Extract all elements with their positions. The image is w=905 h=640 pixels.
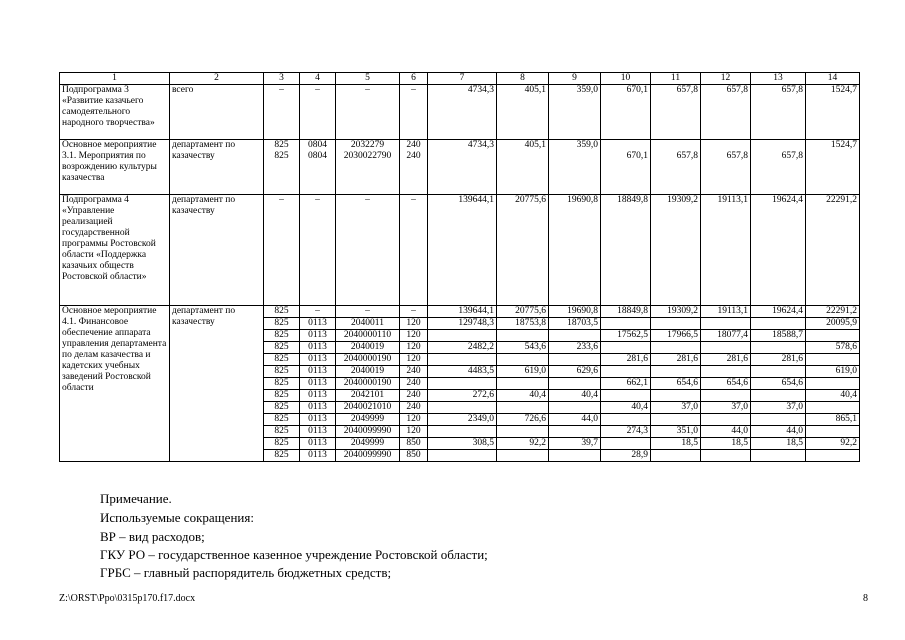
table-cell: 726,6: [497, 414, 549, 426]
table-cell: [601, 342, 651, 354]
table-cell: 619,0: [497, 366, 549, 378]
table-cell: 120: [400, 342, 428, 354]
table-cell: 19309,2: [651, 306, 701, 318]
table-cell: 18,5: [751, 438, 806, 450]
table-cell: 20775,6: [497, 195, 549, 306]
table-cell: 39,7: [549, 438, 601, 450]
table-cell: 92,2: [806, 438, 860, 450]
table-cell: 240: [400, 402, 428, 414]
table-cell: 2032279 2030022790: [336, 140, 400, 195]
table-cell: 0113: [300, 330, 336, 342]
table-cell: [428, 402, 497, 414]
table-cell: 120: [400, 330, 428, 342]
header-cell: 13: [751, 73, 806, 85]
table-cell: –: [400, 85, 428, 140]
table-cell: 19113,1: [701, 195, 751, 306]
header-cell: 10: [601, 73, 651, 85]
table-cell: –: [300, 195, 336, 306]
table-cell: 44,0: [549, 414, 601, 426]
table-cell: –: [300, 306, 336, 318]
table-cell: [601, 318, 651, 330]
table-cell: 0804 0804: [300, 140, 336, 195]
header-cell: 3: [264, 73, 300, 85]
table-cell: Основное мероприятие 4.1. Финансовое обеспечение аппарата управления департамента по делам казачества и кадетских учебных заведений Ростовской области: [60, 306, 170, 462]
table-cell: 619,0: [806, 366, 860, 378]
table-cell: [701, 390, 751, 402]
table-cell: 18703,5: [549, 318, 601, 330]
table-cell: 405,1: [497, 140, 549, 195]
budget-table: [59, 72, 860, 462]
table-cell: 670,1: [601, 85, 651, 140]
table-cell: [701, 414, 751, 426]
table-cell: [428, 378, 497, 390]
table-cell: 2042101: [336, 390, 400, 402]
table-cell: 0113: [300, 426, 336, 438]
table-cell: 19690,8: [549, 195, 601, 306]
table-row: [60, 85, 860, 140]
table-cell: 359,0: [549, 140, 601, 195]
table-cell: [428, 426, 497, 438]
table-cell: 18588,7: [751, 330, 806, 342]
table-cell: 2049999: [336, 438, 400, 450]
table-cell: 2349,0: [428, 414, 497, 426]
table-cell: –: [264, 195, 300, 306]
table-cell: 1524,7: [806, 140, 860, 195]
table-cell: 281,6: [651, 354, 701, 366]
table-cell: [428, 450, 497, 462]
table-cell: [751, 342, 806, 354]
table-cell: 40,4: [497, 390, 549, 402]
table-cell: 308,5: [428, 438, 497, 450]
table-cell: Подпрограмма 4 «Управление реализацией государственной программы Ростовской области «Поддержка казачьих обществ Ростовской области»: [60, 195, 170, 306]
table-cell: [751, 318, 806, 330]
table-cell: 18077,4: [701, 330, 751, 342]
table-cell: 40,4: [806, 390, 860, 402]
table-cell: 37,0: [751, 402, 806, 414]
table-row: [60, 195, 860, 306]
table-cell: 120: [400, 426, 428, 438]
table-cell: 0113: [300, 354, 336, 366]
table-cell: [806, 378, 860, 390]
table-cell: 22291,2: [806, 306, 860, 318]
table-cell: 240: [400, 366, 428, 378]
table-cell: 2040000190: [336, 354, 400, 366]
table-cell: [806, 402, 860, 414]
table-cell: [549, 450, 601, 462]
table-cell: 359,0: [549, 85, 601, 140]
table-cell: [601, 366, 651, 378]
table-cell: 129748,3: [428, 318, 497, 330]
table-cell: [701, 450, 751, 462]
table-cell: [751, 450, 806, 462]
table-cell: 0113: [300, 378, 336, 390]
table-cell: 825: [264, 366, 300, 378]
table-cell: [601, 390, 651, 402]
table-cell: 272,6: [428, 390, 497, 402]
table-cell: –: [336, 195, 400, 306]
table-cell: [497, 450, 549, 462]
table-cell: 2040000190: [336, 378, 400, 390]
note-line: ГКУ РО – государственное казенное учреждение Ростовской области;: [100, 547, 488, 562]
table-cell: [549, 354, 601, 366]
table-cell: 0113: [300, 450, 336, 462]
table-cell: 281,6: [601, 354, 651, 366]
table-cell: 19624,4: [751, 306, 806, 318]
table-cell: 629,6: [549, 366, 601, 378]
note-line: ГРБС – главный распорядитель бюджетных средств;: [100, 565, 392, 580]
table-cell: 18849,8: [601, 306, 651, 318]
table-cell: 543,6: [497, 342, 549, 354]
table-cell: 20775,6: [497, 306, 549, 318]
table-cell: 4734,3: [428, 85, 497, 140]
table-header-row: [60, 73, 860, 85]
table-cell: 18,5: [701, 438, 751, 450]
header-cell: 11: [651, 73, 701, 85]
table-cell: [806, 426, 860, 438]
table-cell: 825: [264, 438, 300, 450]
table-cell: 2049999: [336, 414, 400, 426]
table-cell: 240: [400, 390, 428, 402]
table-cell: [701, 318, 751, 330]
header-cell: 1: [60, 73, 170, 85]
table-cell: [549, 330, 601, 342]
header-cell: 12: [701, 73, 751, 85]
table-cell: 17966,5: [651, 330, 701, 342]
table-cell: 825: [264, 330, 300, 342]
table-cell: –: [400, 195, 428, 306]
table-cell: 22291,2: [806, 195, 860, 306]
table-cell: [701, 366, 751, 378]
table-cell: 0113: [300, 318, 336, 330]
table-row: [60, 140, 860, 195]
table-cell: [651, 450, 701, 462]
table-cell: [751, 366, 806, 378]
footer-page-number: 8: [863, 593, 868, 604]
table-cell: 657,8: [701, 140, 751, 195]
table-cell: 40,4: [549, 390, 601, 402]
table-cell: [651, 318, 701, 330]
table-cell: департамент по казачеству: [170, 306, 264, 462]
table-cell: 2482,2: [428, 342, 497, 354]
table-cell: 657,8: [651, 140, 701, 195]
table-cell: 0113: [300, 366, 336, 378]
table-cell: 0113: [300, 342, 336, 354]
table-cell: 654,6: [651, 378, 701, 390]
table-cell: 2040099990: [336, 426, 400, 438]
table-cell: 19624,4: [751, 195, 806, 306]
table-cell: 657,8: [651, 85, 701, 140]
table-cell: 2040021010: [336, 402, 400, 414]
table-cell: 825: [264, 354, 300, 366]
table-cell: –: [300, 85, 336, 140]
table-cell: –: [264, 85, 300, 140]
table-row: [60, 306, 860, 318]
table-cell: 0113: [300, 390, 336, 402]
table-cell: 825: [264, 306, 300, 318]
table-cell: 0113: [300, 438, 336, 450]
table-cell: 281,6: [701, 354, 751, 366]
note-line: Используемые сокращения:: [100, 510, 254, 525]
table-cell: [497, 426, 549, 438]
table-cell: 825: [264, 342, 300, 354]
table-cell: 405,1: [497, 85, 549, 140]
table-cell: –: [336, 306, 400, 318]
table-cell: 1524,7: [806, 85, 860, 140]
table-cell: [428, 330, 497, 342]
table-cell: 351,0: [651, 426, 701, 438]
table-cell: 4734,3: [428, 140, 497, 195]
table-cell: 44,0: [751, 426, 806, 438]
table-cell: [601, 438, 651, 450]
table-cell: [651, 414, 701, 426]
table-cell: всего: [170, 85, 264, 140]
table-cell: 44,0: [701, 426, 751, 438]
table-cell: 825: [264, 402, 300, 414]
table-cell: 825: [264, 318, 300, 330]
table-cell: 18849,8: [601, 195, 651, 306]
table-cell: [428, 354, 497, 366]
footer-file-path: Z:\ORST\Ppo\0315p170.f17.docx: [59, 593, 196, 604]
header-cell: 9: [549, 73, 601, 85]
table-cell: 17562,5: [601, 330, 651, 342]
table-cell: 19690,8: [549, 306, 601, 318]
header-cell: 6: [400, 73, 428, 85]
table-cell: 240: [400, 378, 428, 390]
table-cell: –: [400, 306, 428, 318]
table-cell: 825: [264, 378, 300, 390]
table-cell: 92,2: [497, 438, 549, 450]
table-cell: [806, 354, 860, 366]
table-cell: Основное мероприятие 3.1. Мероприятия по возрождению культуры казачества: [60, 140, 170, 195]
table-cell: 240 240: [400, 140, 428, 195]
table-cell: [751, 390, 806, 402]
table-cell: 40,4: [601, 402, 651, 414]
table-cell: 825: [264, 426, 300, 438]
note-line: ВР – вид расходов;: [100, 529, 205, 544]
table-cell: 657,8: [751, 140, 806, 195]
table-cell: 654,6: [751, 378, 806, 390]
header-cell: 4: [300, 73, 336, 85]
table-cell: 654,6: [701, 378, 751, 390]
table-cell: 233,6: [549, 342, 601, 354]
table-cell: 662,1: [601, 378, 651, 390]
table-cell: 19309,2: [651, 195, 701, 306]
table-cell: 2040019: [336, 342, 400, 354]
table-cell: 850: [400, 450, 428, 462]
table-cell: 2040011: [336, 318, 400, 330]
table-cell: [497, 402, 549, 414]
table-cell: 825 825: [264, 140, 300, 195]
table-cell: 2040000110: [336, 330, 400, 342]
table-cell: 0113: [300, 402, 336, 414]
table-cell: –: [336, 85, 400, 140]
table-cell: 2040019: [336, 366, 400, 378]
table-cell: [806, 450, 860, 462]
table-cell: 20095,9: [806, 318, 860, 330]
table-cell: [549, 378, 601, 390]
table-cell: 281,6: [751, 354, 806, 366]
table-cell: департамент по казачеству: [170, 140, 264, 195]
header-cell: 5: [336, 73, 400, 85]
table-cell: 18,5: [651, 438, 701, 450]
table-cell: 850: [400, 438, 428, 450]
table-cell: Подпрограмма 3 «Развитие казачьего самодеятельного народного творчества»: [60, 85, 170, 140]
table-cell: 670,1: [601, 140, 651, 195]
table-cell: 139644,1: [428, 306, 497, 318]
table-cell: 37,0: [701, 402, 751, 414]
table-cell: 4483,5: [428, 366, 497, 378]
header-cell: 2: [170, 73, 264, 85]
table-cell: 825: [264, 390, 300, 402]
table-cell: [806, 330, 860, 342]
note-line: Примечание.: [100, 491, 172, 506]
table-cell: 28,9: [601, 450, 651, 462]
table-cell: 825: [264, 414, 300, 426]
table-cell: 37,0: [651, 402, 701, 414]
table-cell: [651, 390, 701, 402]
table-cell: [549, 426, 601, 438]
table-cell: 18753,8: [497, 318, 549, 330]
table-cell: [701, 342, 751, 354]
table-cell: 657,8: [751, 85, 806, 140]
table-cell: 2040099990: [336, 450, 400, 462]
table-cell: [651, 366, 701, 378]
table-cell: 825: [264, 450, 300, 462]
table-cell: [497, 330, 549, 342]
table-cell: 120: [400, 318, 428, 330]
table-cell: 865,1: [806, 414, 860, 426]
table-cell: 120: [400, 354, 428, 366]
table-cell: департамент по казачеству: [170, 195, 264, 306]
table-cell: 139644,1: [428, 195, 497, 306]
table-cell: 120: [400, 414, 428, 426]
table-cell: 19113,1: [701, 306, 751, 318]
table-cell: 578,6: [806, 342, 860, 354]
table-cell: 657,8: [701, 85, 751, 140]
table-cell: [601, 414, 651, 426]
table-cell: [751, 414, 806, 426]
table-cell: [497, 378, 549, 390]
table-cell: 274,3: [601, 426, 651, 438]
table-cell: 0113: [300, 414, 336, 426]
table-cell: [497, 354, 549, 366]
table-cell: [549, 402, 601, 414]
header-cell: 14: [806, 73, 860, 85]
header-cell: 8: [497, 73, 549, 85]
table-cell: [651, 342, 701, 354]
header-cell: 7: [428, 73, 497, 85]
